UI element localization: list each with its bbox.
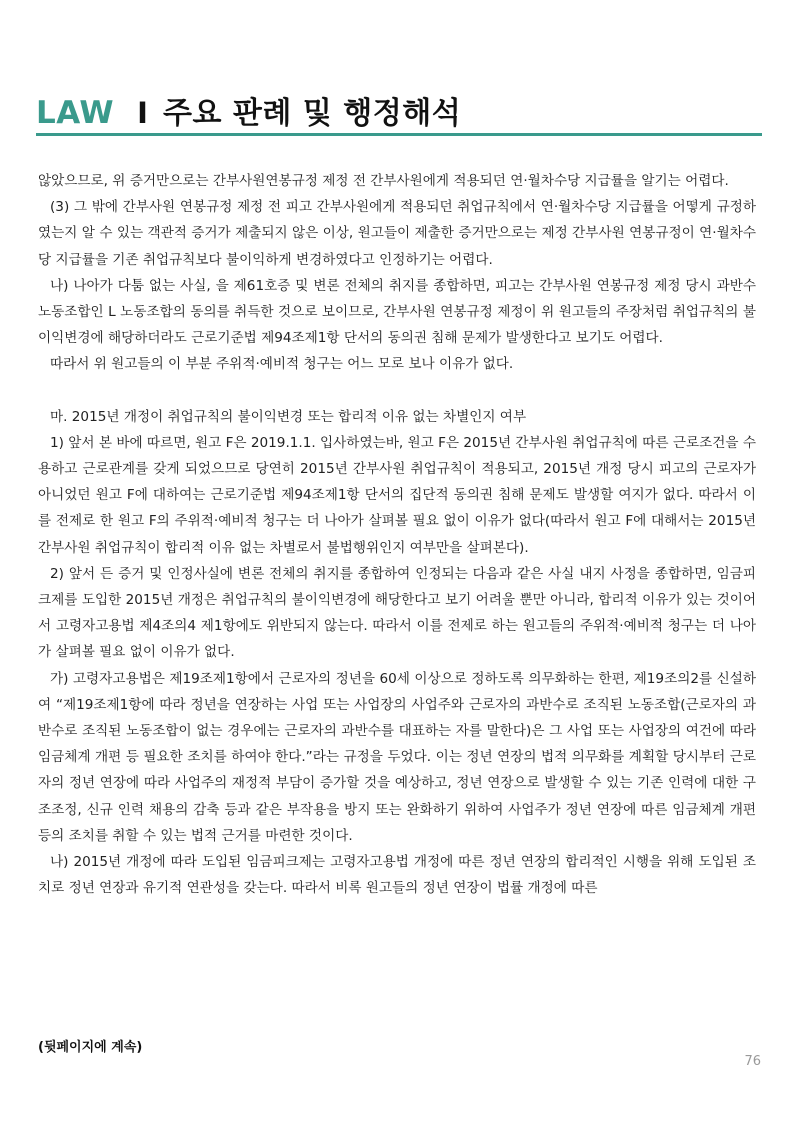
section-label: LAW xyxy=(36,95,115,131)
document-body xyxy=(38,168,756,901)
header-separator: I xyxy=(137,96,148,130)
page-number: 76 xyxy=(744,1054,761,1069)
paragraph-gap xyxy=(38,378,756,404)
paragraph: 2) 앞서 든 증거 및 인정사실에 변론 전체의 취지를 종합하여 인정되는 다음과 같은 사실 내지 사정을 종합하면, 임금피크제를 도입한 2015년 개정은 취업규칙의 불이익변경에 해당한다고 보기 어려울 뿐만 아니라, 합리적 이유가 있는 것이어서 고령자고용법 제4조의4 제1항에도 위반되지 않는다. 따라서 이를 전제로 하는 원고들의 주위적·예비적 청구는 더 나아가 살펴볼 필요 없이 이유가 없다. xyxy=(38,565,756,661)
page-header xyxy=(36,88,461,132)
paragraph: 나) 2015년 개정에 따라 도입된 임금피크제는 고령자고용법 개정에 따른 정년 연장의 합리적인 시행을 위해 도입된 조치로 정년 연장과 유기적 연관성을 갖는다. 따라서 비록 원고들의 정년 연장이 법률 개정에 따른 xyxy=(38,854,756,897)
paragraph: 따라서 위 원고들의 이 부분 주위적·예비적 청구는 어느 모로 보나 이유가 없다. xyxy=(50,356,514,373)
paragraph: 가) 고령자고용법은 제19조제1항에서 근로자의 정년을 60세 이상으로 정하도록 의무화하는 한편, 제19조의2를 신설하여 “제19조제1항에 따라 정년을 연장하는 사업 또는 사업장의 사업주와 근로자의 과반수로 조직된 노동조합(근로자의 과반수로 조직된 노동조합이 없는 경우에는 근로자의 과반수를 대표하는 자를 말한다)은 그 사업 또는 사업장의 여건에 따라 임금체계 개편 등 필요한 조치를 하여야 한다.”라는 규정을 두었다. 이는 정년 연장의 법적 의무화를 계획할 당시부터 근로자의 정년 연장에 따라 사업주의 재정적 부담이 증가할 것을 예상하고, 정년 연장으로 발생할 수 있는 기존 인력에 대한 구조조정, 신규 인력 채용의 감축 등과 같은 부작용을 방지 또는 완화하기 위하여 사업주가 정년 연장에 따른 임금체계 개편 등의 조치를 취할 수 있는 법적 근거를 마련한 것이다. xyxy=(38,670,756,844)
header-rule xyxy=(36,133,762,136)
paragraph: 1) 앞서 본 바에 따르면, 원고 F은 2019.1.1. 입사하였는바, 원고 F은 2015년 간부사원 취업규칙에 따른 근로조건을 수용하고 근로관계를 갖게 되었으므로 당연히 2015년 간부사원 취업규칙이 적용되고, 2015년 개정 당시 피고의 근로자가 아니었던 원고 F에 대하여는 근로기준법 제94조제1항 단서의 집단적 동의권 침해 문제도 발생할 여지가 없다. 따라서 이를 전제로 한 원고 F의 주위적·예비적 청구는 더 나아가 살펴볼 필요 없이 이유가 없다(따라서 원고 F에 대해서는 2015년 간부사원 취업규칙이 합리적 이유 없는 차별로서 불법행위인지 여부만을 살펴본다). xyxy=(38,434,756,556)
section-heading: 마. 2015년 개정이 취업규칙의 불이익변경 또는 합리적 이유 없는 차별인지 여부 xyxy=(50,408,527,425)
paragraph: (3) 그 밖에 간부사원 연봉규정 제정 전 피고 간부사원에게 적용되던 취업규칙에서 연·월차수당 지급률을 어떻게 규정하였는지 알 수 있는 객관적 증거가 제출되지 않은 이상, 원고들이 제출한 증거만으로는 제정 간부사원 연봉규정이 연·월차수당 지급률을 기존 취업규칙보다 불이익하게 변경하였다고 인정하기는 어렵다. xyxy=(38,199,756,268)
paragraph: 않았으므로, 위 증거만으로는 간부사원연봉규정 제정 전 간부사원에게 적용되던 연·월차수당 지급률을 알기는 어렵다. xyxy=(38,173,729,189)
paragraph: 나) 나아가 다툼 없는 사실, 을 제61호증 및 변론 전체의 취지를 종합하면, 피고는 간부사원 연봉규정 제정 당시 과반수 노동조합인 L 노동조합의 동의를 취득한 것으로 보이므로, 간부사원 연봉규정 제정이 위 원고들의 주장처럼 취업규칙의 불이익변경에 해당하더라도 근로기준법 제94조제1항 단서의 동의권 침해 문제가 발생한다고 보기도 어렵다. xyxy=(38,277,756,347)
page-title: 주요 판례 및 행정해석 xyxy=(163,96,462,131)
continue-note: (뒷페이지에 계속) xyxy=(38,1040,143,1055)
